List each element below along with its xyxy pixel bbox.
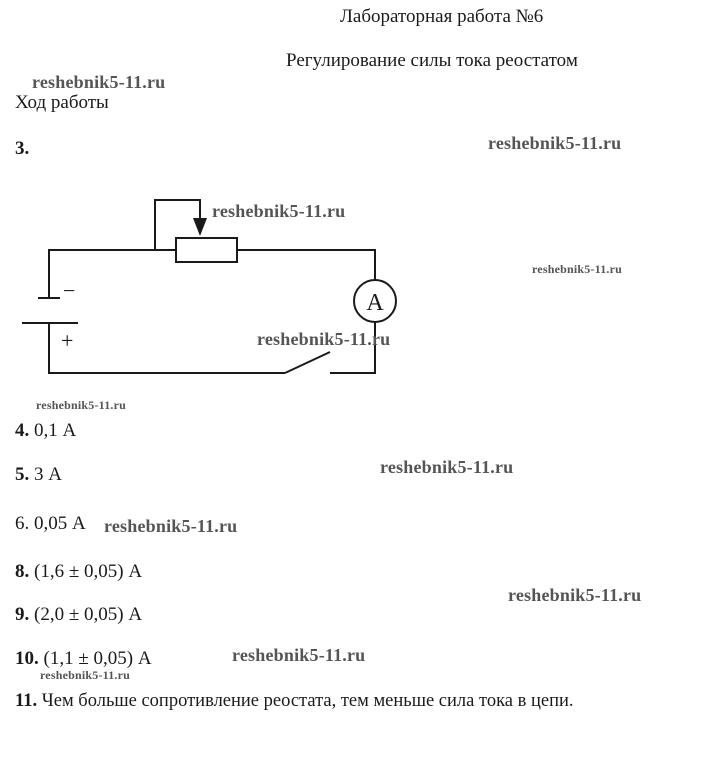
answer-text: 3 А <box>29 464 62 485</box>
answer-item-3 <box>15 138 29 160</box>
plus-label: + <box>61 328 74 353</box>
watermark: reshebnik5-11.ru <box>257 329 391 349</box>
wire-to-ammeter <box>237 250 375 280</box>
answer-number: 4. <box>15 420 30 441</box>
switch-lever <box>285 352 330 373</box>
answer-item-9 <box>15 604 142 626</box>
circuit-diagram <box>0 180 716 390</box>
watermark: reshebnik5-11.ru <box>212 201 346 221</box>
answer-text: Чем больше сопротивление реостата, тем меньше сила тока в цепи. <box>37 691 574 711</box>
watermark: reshebnik5-11.ru <box>40 668 130 682</box>
page-subtitle: Регулирование силы тока реостатом <box>286 50 578 71</box>
answer-text: 0,1 А <box>29 420 77 441</box>
answer-number: 11. <box>15 691 38 711</box>
answer-number: 5. <box>15 464 30 485</box>
answer-item-4 <box>15 420 76 442</box>
answer-item-11 <box>15 691 574 712</box>
section-heading: Ход работы <box>15 92 109 113</box>
wire-bottom <box>49 323 285 373</box>
answer-text: (2,0 ± 0,05) А <box>29 604 143 625</box>
watermark: reshebnik5-11.ru <box>380 457 514 477</box>
watermark: reshebnik5-11.ru <box>32 72 166 92</box>
minus-label: − <box>63 278 76 303</box>
answer-item-10 <box>15 648 152 670</box>
watermark: reshebnik5-11.ru <box>532 262 622 276</box>
rheostat-body <box>176 238 237 262</box>
answer-number: 8. <box>15 561 30 582</box>
answer-number: 3. <box>15 138 30 159</box>
answer-text: (1,6 ± 0,05) А <box>29 561 143 582</box>
answer-item-5 <box>15 464 62 486</box>
answer-text: 6. 0,05 А <box>15 513 86 534</box>
watermark: reshebnik5-11.ru <box>232 645 366 665</box>
answer-number: 10. <box>15 648 39 669</box>
rheostat-slider-arrow <box>193 218 207 236</box>
answer-text: (1,1 ± 0,05) А <box>38 648 152 669</box>
watermark: reshebnik5-11.ru <box>488 133 622 153</box>
page-title: Лабораторная работа №6 <box>340 6 544 27</box>
answer-number: 9. <box>15 604 30 625</box>
ammeter-label: A <box>366 290 384 316</box>
watermark: reshebnik5-11.ru <box>508 585 642 605</box>
watermark: reshebnik5-11.ru <box>104 516 238 536</box>
answer-item-6 <box>15 513 86 535</box>
watermark: reshebnik5-11.ru <box>36 398 126 412</box>
answer-item-8 <box>15 561 142 583</box>
